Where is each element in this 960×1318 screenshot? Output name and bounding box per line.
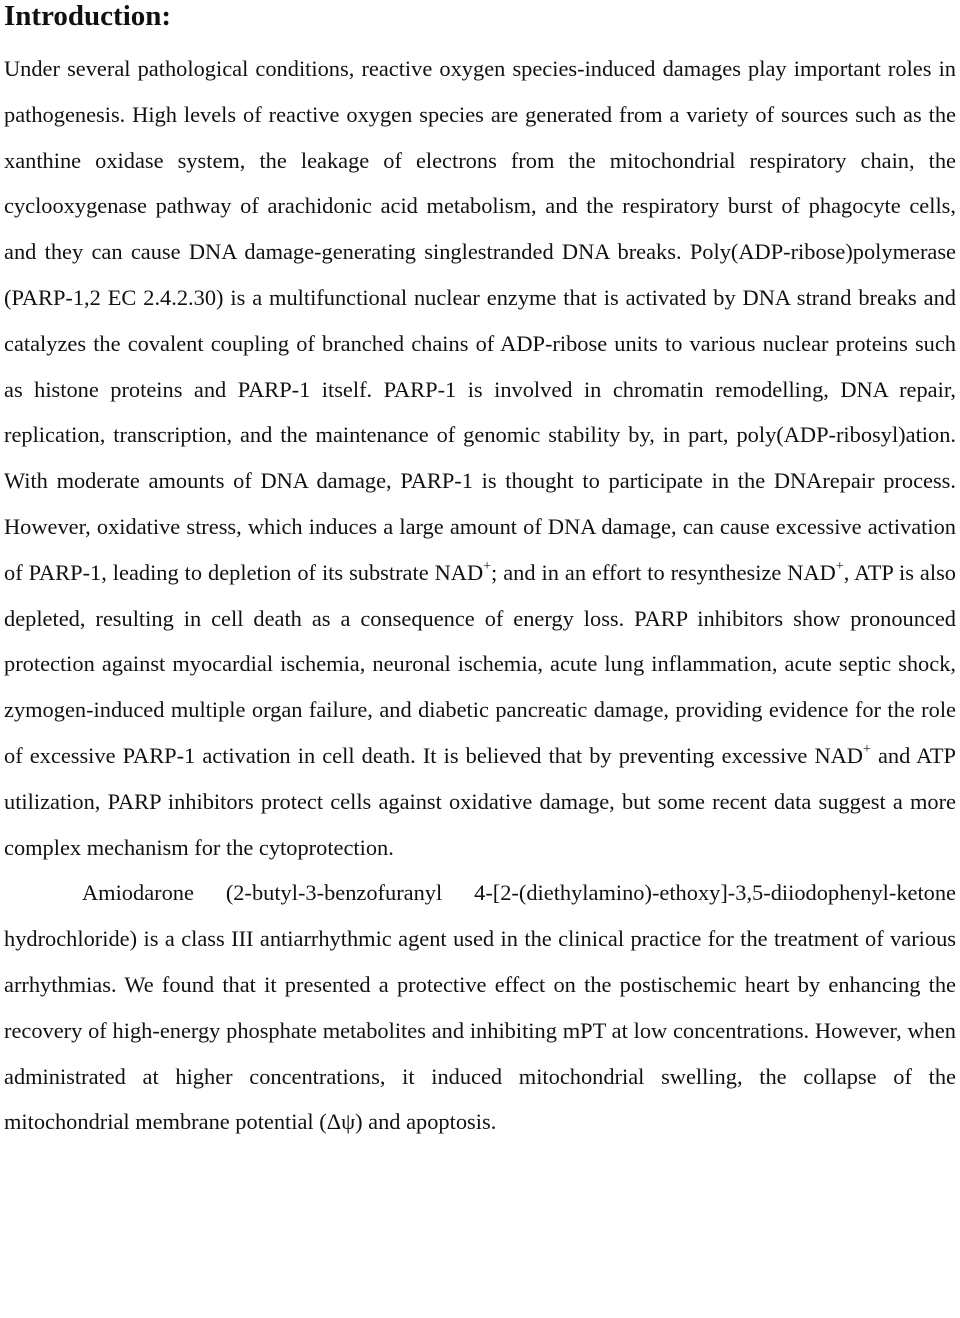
superscript-plus: +	[835, 559, 844, 575]
paragraph-1-text-c: , ATP is also depleted, resulting in cell death as a consequence of energy loss. PARP inhibitors show pronounced protection against myocardial ischemia, neuronal ischemia, acute lung inflammation, acute septic shock, zymogen-induced multiple organ failure, and diabetic pancreatic damage, providing evidence for the role of excessive PARP-1 activation in cell death. It is believed that by preventing excessive NAD	[4, 559, 956, 768]
paragraph-1	[4, 46, 956, 870]
paragraph-1-text-a: Under several pathological conditions, reactive oxygen species-induced damages play important roles in pathogenesis. High levels of reactive oxygen species are generated from a variety of sources such as the xanthine oxidase system, the leakage of electrons from the mitochondrial respiratory chain, the cyclooxygenase pathway of arachidonic acid metabolism, and the respiratory burst of phagocyte cells, and they can cause DNA damage-generating singlestranded DNA breaks. Poly(ADP-ribose)polymerase (PARP-1,2 EC 2.4.2.30) is a multifunctional nuclear enzyme that is activated by DNA strand breaks and catalyzes the covalent coupling of branched chains of ADP-ribose units to various nuclear proteins such as histone proteins and PARP-1 itself. PARP-1 is involved in chromatin remodelling, DNA repair, replication, transcription, and the maintenance of genomic stability by, in part, poly(ADP-ribosyl)ation. With moderate amounts of DNA damage, PARP-1 is thought to participate in the DNArepair process. However, oxidative stress, which induces a large amount of DNA damage, can cause excessive activation of PARP-1, leading to depletion of its substrate NAD	[4, 56, 956, 585]
delta-psi-symbol: Δψ	[326, 1109, 356, 1135]
paragraph-2-tail: ) and apoptosis.	[355, 1109, 497, 1135]
paragraph-2-text: Amiodarone (2-butyl-3-benzofuranyl 4-[2-(diethylamino)-ethoxy]-3,5-diiodophenyl-ketone hydrochloride) is a class III antiarrhythmic agent used in the clinical practice for the treatment of various arrhythmias. We found that it presented a protective effect on the postischemic heart by enhancing the recovery of high-energy phosphate metabolites and inhibiting mPT at low concentrations. However, when administrated at higher concentrations, it induced mitochondrial swelling, the collapse of the mitochondrial membrane potential (	[4, 880, 956, 1135]
paragraph-1-text-d: and ATP utilization, PARP inhibitors protect cells against oxidative damage, but some recent data suggest a more complex mechanism for the cytoprotection.	[4, 742, 956, 860]
superscript-plus: +	[483, 559, 492, 575]
superscript-plus: +	[862, 742, 871, 758]
document-page	[4, 0, 956, 1145]
paragraph-2	[4, 870, 956, 1145]
paragraph-1-text-b: ; and in an effort to resynthesize NAD	[491, 559, 836, 585]
section-heading: Introduction:	[4, 0, 172, 32]
